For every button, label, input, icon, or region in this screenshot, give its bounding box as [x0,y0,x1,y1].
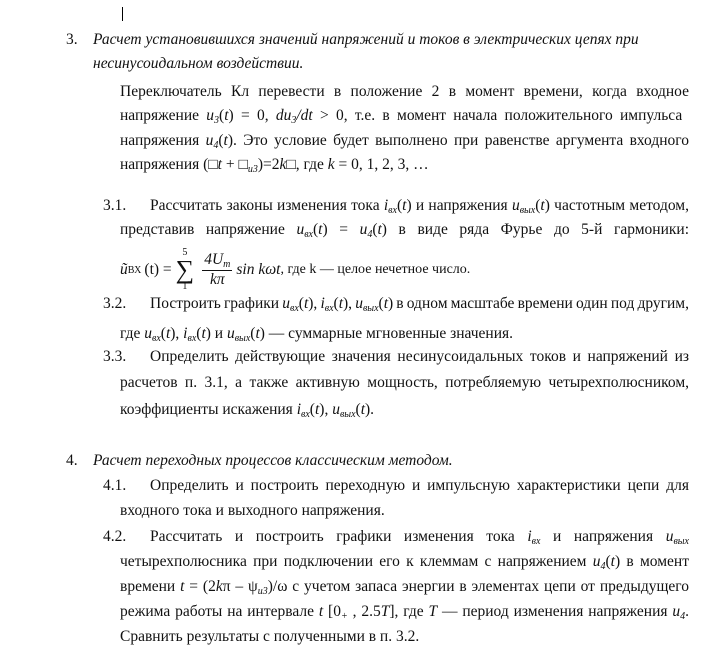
text-segment: режима работы на интервале [120,603,319,620]
text-segment: i [527,528,532,545]
text-segment: ) и [205,325,227,342]
text-segment: t [338,295,344,312]
formula-tail: , где k — целое нечетное число. [280,262,471,277]
text-line [120,374,689,392]
text-segment: ), [308,295,321,312]
text-segment: Определить действующие значения несинусоидальных токов и напряжений из [150,348,689,365]
text-segment: ( [218,132,224,149]
text-segment: ], где [389,603,429,620]
text-segment: ( [309,401,315,418]
text-line [120,578,689,601]
subscript: вых [339,409,356,420]
text-segment: ( [219,107,225,124]
text-line [150,348,689,366]
text-segment: ( [378,295,384,312]
text-segment: ( [298,295,304,312]
text-segment: ( [605,553,611,570]
text-line [120,603,689,626]
text-segment: i [320,295,325,312]
text-segment: ) и напряжения [406,197,512,214]
text-line [120,221,689,244]
text-segment: расчетов п. 3.1, а также активную мощность, потребляемую четырехполюсником, [120,374,689,391]
subscript: вх [301,409,310,420]
text-line [120,325,513,348]
subscript: вх [388,205,397,216]
text-segment: T [380,603,390,620]
text-segment: t [303,295,309,312]
text-segment: u [205,132,214,149]
text-segment: напряжения [120,132,206,149]
text-line [150,477,689,495]
subscript: 3 [291,115,297,126]
text-segment: . [685,603,689,620]
subscript: вх [531,536,541,547]
text-line [150,295,689,318]
text-segment: t [224,107,229,124]
sum-upper: 5 [182,247,188,258]
text-segment: ). Это условие будет выполнено при равенстве аргумента входного [227,132,690,149]
subscript: 4 [213,140,219,151]
text-segment: dt [300,107,313,124]
text-segment: du [275,107,292,124]
text-segment: Расчет установившихся значений напряжений и токов в электрических цепях при [93,31,639,48]
list-number: 3.2. [103,295,127,312]
subscript: вых [519,205,536,216]
text-segment: ), [170,325,184,342]
subscript: вых [362,303,379,314]
denominator: kπ [209,271,225,289]
text-segment: коэффициенты искажения [120,401,297,418]
formula-lhs-sub: ВХ [127,264,142,276]
text-segment: Определить и построить переходную и импульсную характеристики цепи для [150,477,689,494]
sum-symbol [176,248,195,292]
text-segment: ) в виде ряда Фурье до 5-й гармоники: [381,221,690,238]
text-line [120,553,689,576]
text-segment: несинусоидальном воздействии. [93,55,304,72]
text-line [150,197,689,220]
list-number: 3.1. [103,197,127,214]
text-segment: u [359,221,368,238]
list-number: 3.3. [103,348,127,365]
list-number: 4.1. [103,477,127,494]
subscript: вых [234,333,251,344]
subscript: + [340,611,348,622]
text-segment: T [428,603,438,620]
text-segment: ) в одном масштабе времени один под другим, [388,295,689,312]
sigma: ∑ [175,255,195,284]
text-segment: , 2.5 [347,603,381,620]
text-segment: / [296,107,301,124]
text-segment: t [201,325,206,342]
text-line [93,55,303,73]
text-segment: ) в момент [614,553,689,570]
fraction [202,251,232,288]
text-segment: □, где [286,156,328,173]
text-segment: ( [372,221,378,238]
text-line [120,401,374,424]
subscript: вх [324,303,334,314]
text-segment: u [296,221,305,238]
text-segment: где [120,325,145,342]
text-segment: Построить графики [150,295,283,312]
text-segment: t [255,325,260,342]
text-segment: u [332,401,340,418]
text-cursor [122,7,123,21]
text-segment: u [592,553,601,570]
subscript: вх [151,333,161,344]
text-segment: Переключатель Кл перевести в положение 2 в момент времени, когда входное [120,83,689,100]
text-segment: u [511,197,520,214]
subscript: вх [187,333,197,344]
text-segment: четырехполюсника при подключении его к клеммам с напряжением [120,553,593,570]
text-line [120,107,682,130]
text-segment: ( [196,325,202,342]
text-segment: t [610,553,615,570]
sum-lower: 1 [182,281,188,292]
subscript: 4 [680,611,686,622]
text-segment: ) = 0, [228,107,276,124]
subscript: u3 [247,164,258,175]
text-segment: i [183,325,188,342]
text-segment: k [279,156,287,173]
text-segment: + □ [221,156,248,173]
text-segment: ). [365,401,375,418]
text-segment: > 0, т.е. в момент начала положительного импульса [312,107,683,124]
text-line [93,31,639,49]
text-segment: t [314,401,320,418]
formula-lhs: ũ [120,261,128,278]
text-segment: u [665,528,674,545]
list-number: 4. [66,452,78,469]
text-segment: ( [250,325,256,342]
subscript: вх [289,303,299,314]
text-segment: представив напряжение [120,221,297,238]
text-segment: ( [396,197,403,214]
text-segment: u [206,107,215,124]
text-segment: и напряжения [540,528,666,545]
text-segment: u [144,325,152,342]
text-segment: ( [535,197,541,214]
text-segment: u [282,295,290,312]
text-segment: ), [343,295,356,312]
formula-lhs-arg: (t) = [144,261,172,278]
text-segment: t [402,197,407,214]
text-segment: Рассчитать законы изменения тока [150,197,384,214]
text-line [93,452,453,470]
text-segment: Рассчитать и построить графики изменения тока [150,528,528,545]
subscript: вых [673,536,689,547]
text-segment: )=2 [257,156,280,173]
text-segment: ( [160,325,166,342]
text-segment: входного тока и выходного напряжения. [120,502,385,519]
subscript: вх [304,229,313,240]
text-segment: t [165,325,171,342]
text-segment: Сравнить результаты с полученными в п. 3.2. [120,628,420,645]
text-line [150,528,689,551]
text-segment: t [540,197,545,214]
subscript: u3 [257,586,268,597]
text-segment: ( [355,401,361,418]
text-segment: )/ω с учетом запаса энергии в элементах цепи от предыдущего [267,578,690,595]
text-segment: напряжение [120,107,207,124]
text-segment: ( [333,295,339,312]
text-segment: ) = [322,221,360,238]
text-segment: ) частотным методом, [544,197,689,214]
text-segment: t [318,603,324,620]
subscript: 4 [600,561,606,572]
text-segment: π – ψ [222,578,258,595]
text-segment: [0 [323,603,341,620]
numerator-text: 4U [204,251,224,269]
text-line [120,83,689,101]
text-segment: t [360,401,365,418]
text-segment: ) — суммарные мгновенные значения. [259,325,514,342]
text-segment: u [672,603,681,620]
text-line [120,156,429,179]
text-line [120,628,419,646]
text-segment: ), [319,401,333,418]
text-segment: u [355,295,363,312]
text-segment: t [318,221,323,238]
list-number: 4.2. [103,528,127,545]
subscript: 4 [367,229,373,240]
numerator-sub: m [223,259,231,271]
text-line [120,502,385,520]
text-segment: u [226,325,235,342]
text-segment: ( [312,221,319,238]
list-number: 3. [66,31,78,48]
text-segment: времени [120,578,181,595]
text-segment: напряжения (□ [120,156,218,173]
text-segment: t [223,132,228,149]
text-segment: t [383,295,388,312]
fourier-formula [120,248,470,292]
text-segment: Расчет переходных процессов классическим методом. [93,452,453,469]
text-segment: = 0, 1, 2, 3, … [334,156,429,173]
text-segment: t [217,156,222,173]
numerator [202,251,232,271]
text-segment: t [377,221,382,238]
subscript: 3 [214,115,220,126]
text-segment: t [180,578,185,595]
text-segment: = (2 [184,578,216,595]
text-segment: k [327,156,335,173]
text-line [120,132,689,155]
text-segment: i [296,401,302,418]
text-segment: — период изменения напряжения [437,603,673,620]
formula-func: sin kωt [236,261,281,278]
text-segment: k [215,578,223,595]
text-segment: i [383,197,389,214]
